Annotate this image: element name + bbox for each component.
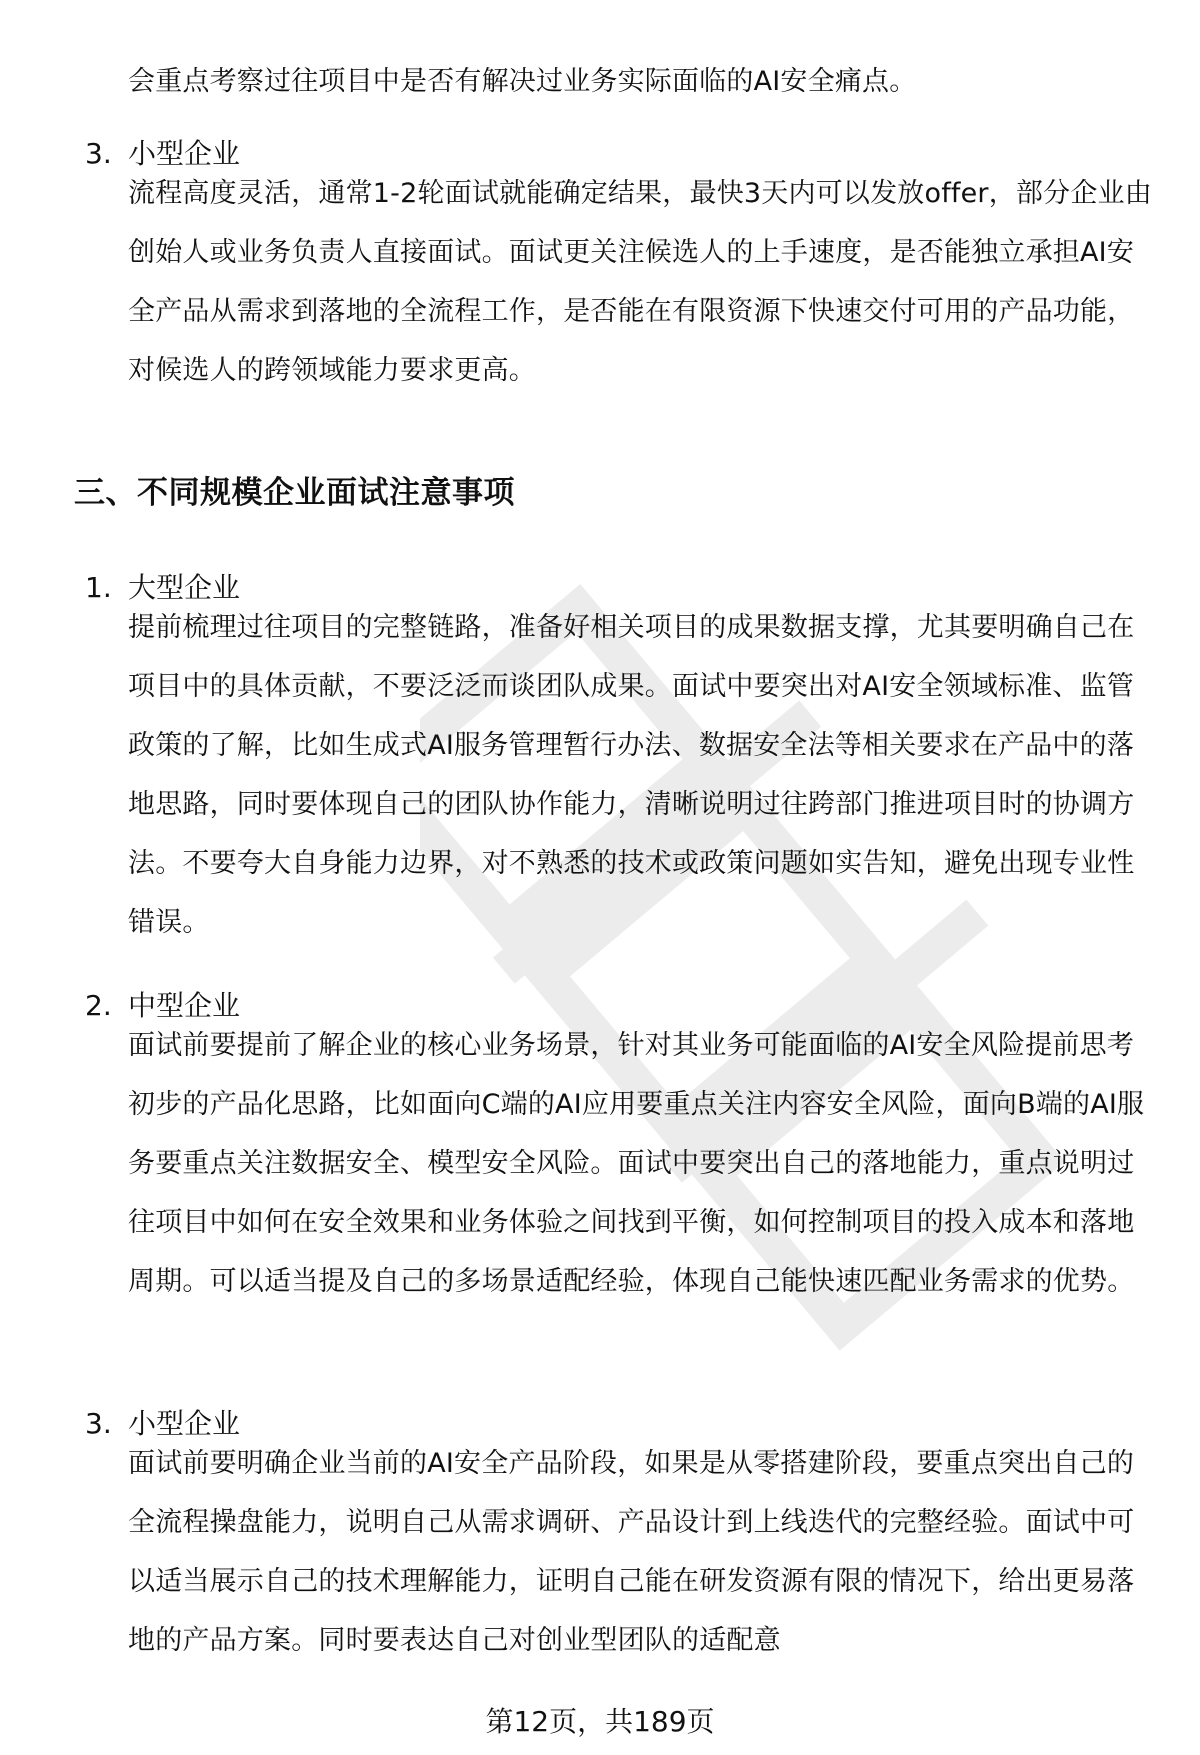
list-item-title: 小型企业 [128,137,241,170]
list-number: 1. [85,571,112,604]
section-heading: 三、不同规模企业面试注意事项 [74,475,515,511]
page-number-footer: 第12页，共189页 [485,1705,715,1738]
small-enterprise-process-paragraph: 流程高度灵活，通常1-2轮面试就能确定结果，最快3天内可以发放offer，部分企业由创始人或业务负责人直接面试。面试更关注候选人的上手速度，是否能独立承担AI安全产品从需求到落地的全流程工作，是否能在有限资源下快速交付可用的产品功能，对候选人的跨领域能力要求更高。 [128,178,1152,386]
list-item-title: 大型企业 [128,571,241,604]
medium-enterprise-paragraph: 面试前要提前了解企业的核心业务场景，针对其业务可能面临的AI安全风险提前思考初步的产品化思路，比如面向C端的AI应用要重点关注内容安全风险，面向B端的AI服务要重点关注数据安全、模型安全风险。面试中要突出自己的落地能力，重点说明过往项目中如何在安全效果和业务体验之间找到平衡，如何控制项目的投入成本和落地周期。可以适当提及自己的多场景适配经验，体现自己能快速匹配业务需求的优势。 [128,1030,1145,1297]
list-number: 2. [85,989,112,1022]
list-number: 3. [85,137,112,170]
small-enterprise-paragraph: 面试前要明确企业当前的AI安全产品阶段，如果是从零搭建阶段，要重点突出自己的全流程操盘能力，说明自己从需求调研、产品设计到上线迭代的完整经验。面试中可以适当展示自己的技术理解能力，证明自己能在研发资源有限的情况下，给出更易落地的产品方案。同时要表达自己对创业型团队的适配意 [128,1448,1135,1656]
list-number: 3. [85,1407,112,1440]
continuation-paragraph: 会重点考察过往项目中是否有解决过业务实际面临的AI安全痛点。 [128,66,917,97]
large-enterprise-paragraph: 提前梳理过往项目的完整链路，准备好相关项目的成果数据支撑，尤其要明确自己在项目中的具体贡献，不要泛泛而谈团队成果。面试中要突出对AI安全领域标准、监管政策的了解，比如生成式AI服务管理暂行办法、数据安全法等相关要求在产品中的落地思路，同时要体现自己的团队协作能力，清晰说明过往跨部门推进项目时的协调方法。不要夸大自身能力边界，对不熟悉的技术或政策问题如实告知，避免出现专业性错误。 [128,612,1135,938]
list-item-title: 小型企业 [128,1407,241,1440]
list-item-title: 中型企业 [128,989,241,1022]
